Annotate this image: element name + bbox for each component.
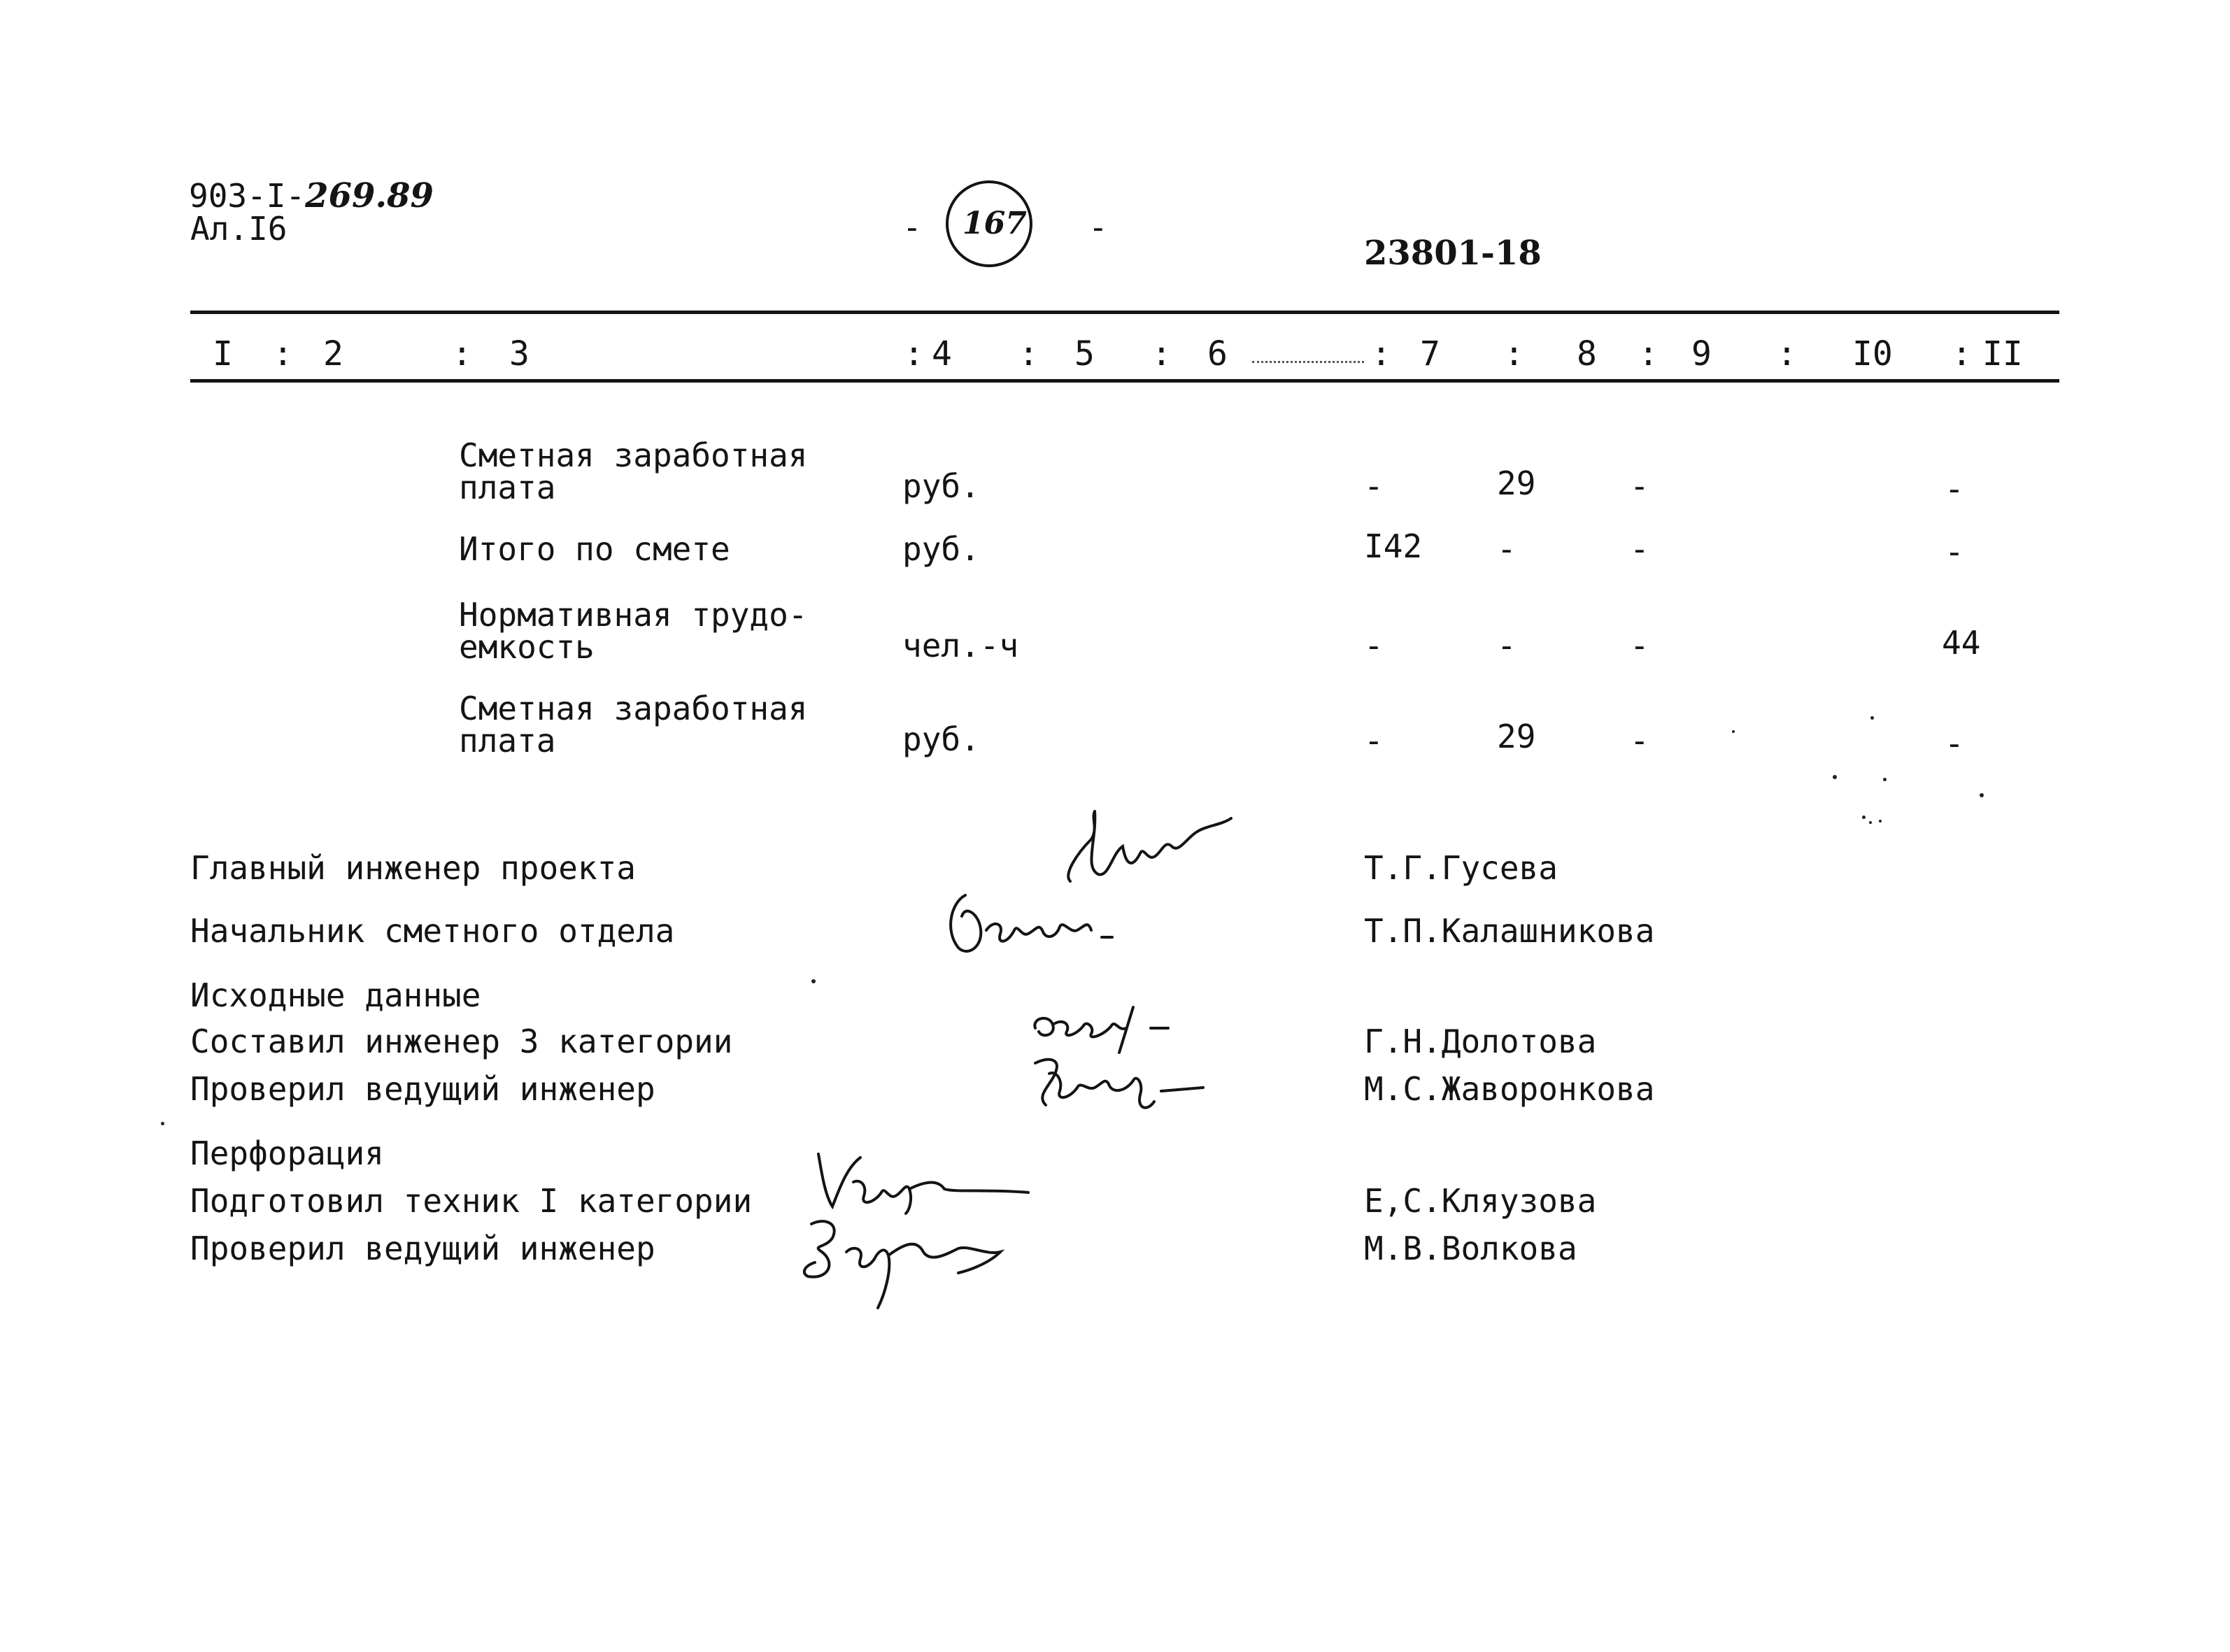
row-name-line2: плата	[459, 722, 556, 760]
role-checked-by-2: Проверил ведущий инженер	[190, 1230, 655, 1267]
col-num-2: 2	[323, 334, 343, 373]
col-sep-9: :	[1777, 334, 1797, 373]
speck	[1862, 816, 1866, 819]
row-col8: 29	[1497, 464, 1536, 502]
speck	[1833, 775, 1837, 779]
inventory-number: 23801-18	[1364, 234, 1542, 273]
col-num-8: 8	[1577, 334, 1597, 373]
signature-checked-by-2	[790, 1203, 1028, 1315]
row-name-line1: Нормативная трудо-	[459, 596, 808, 634]
row-col11: -	[1945, 470, 1964, 508]
row-unit: чел.-ч	[902, 627, 1019, 664]
row-col7: I42	[1364, 527, 1423, 565]
col-sep-7: :	[1504, 334, 1524, 373]
name-checked-by-1: М.С.Жаворонкова	[1364, 1070, 1655, 1108]
name-checked-by-2: М.В.Волкова	[1364, 1230, 1577, 1267]
row-col8: 29	[1497, 718, 1536, 755]
speck	[161, 1122, 164, 1125]
role-checked-by-1: Проверил ведущий инженер	[190, 1070, 655, 1108]
page-number-circle	[944, 179, 1034, 269]
source-data-heading: Исходные данные	[190, 976, 481, 1014]
role-prepared-by: Подготовил техник I категории	[190, 1182, 753, 1220]
speck	[1883, 778, 1887, 781]
row-name-line1: Сметная заработная	[459, 436, 808, 474]
signature-checked-by-1	[1021, 1042, 1231, 1119]
header-rule-top	[190, 311, 2059, 314]
col-sep-5: :	[1151, 334, 1172, 373]
speck	[811, 979, 816, 983]
col-sep-2: :	[452, 334, 472, 373]
page-dash-left: -	[902, 208, 922, 246]
row-name-line1: Сметная заработная	[459, 690, 808, 727]
row-col11: -	[1945, 725, 1964, 762]
page-number: 167	[963, 206, 1027, 241]
col-num-11: II	[1982, 334, 2023, 373]
signature-scribble-icon	[790, 1203, 1028, 1315]
row-unit: руб.	[902, 467, 980, 505]
row-col9: -	[1630, 467, 1649, 505]
row-col9: -	[1630, 530, 1649, 568]
col-num-6: 6	[1207, 334, 1228, 373]
row-name-line1: Итого по смете	[459, 530, 730, 568]
speck	[1980, 793, 1984, 797]
speck	[1869, 821, 1872, 824]
header-rule-bottom	[190, 379, 2059, 383]
col-num-4: 4	[932, 334, 952, 373]
col-sep-4: :	[1018, 334, 1039, 373]
row-unit: руб.	[902, 530, 980, 568]
name-chief-engineer: Т.Г.Гусева	[1364, 849, 1558, 887]
signature-scribble-icon	[1021, 1042, 1231, 1119]
role-chief-engineer: Главный инженер проекта	[190, 849, 636, 887]
speck	[1870, 716, 1874, 720]
col-sep-10: :	[1952, 334, 1972, 373]
page-dash-right: -	[1088, 208, 1108, 246]
signature-estimate-head	[937, 881, 1133, 965]
row-col9: -	[1630, 722, 1649, 760]
row-col11: 44	[1942, 624, 1981, 662]
speck	[1879, 820, 1882, 823]
row-name-line2: плата	[459, 469, 556, 506]
name-prepared-by: Е,С.Кляузова	[1364, 1182, 1597, 1220]
row-col7: -	[1364, 467, 1384, 505]
row-col11: -	[1945, 533, 1964, 571]
signature-scribble-icon	[1056, 797, 1238, 888]
col-num-7: 7	[1420, 334, 1440, 373]
row-unit: руб.	[902, 720, 980, 758]
row-col9: -	[1630, 627, 1649, 664]
col-sep-6: :	[1371, 334, 1391, 373]
name-estimate-head: Т.П.Калашникова	[1364, 912, 1655, 950]
signature-chief-engineer	[1056, 797, 1238, 888]
row-name-line2: емкость	[459, 628, 595, 666]
row-col8: -	[1497, 627, 1517, 664]
col-sep-1: :	[273, 334, 293, 373]
row-col8: -	[1497, 530, 1517, 568]
document-code-printed: 903-I-	[189, 177, 306, 215]
col-num-1: I	[213, 334, 233, 373]
row-col7: -	[1364, 722, 1384, 760]
name-compiled-by: Г.Н.Долотова	[1364, 1023, 1597, 1060]
col-num-5: 5	[1074, 334, 1095, 373]
document-code-handwritten: 269.89	[305, 176, 434, 215]
document-code	[189, 176, 434, 215]
col-num-3: 3	[509, 334, 530, 373]
col-num-10: I0	[1852, 334, 1893, 373]
header-dots	[1252, 361, 1364, 366]
col-sep-8: :	[1638, 334, 1659, 373]
col-num-9: 9	[1691, 334, 1712, 373]
speck	[1732, 730, 1735, 733]
role-estimate-head: Начальник сметного отдела	[190, 912, 675, 950]
album-number: Ал.I6	[190, 210, 287, 248]
signature-scribble-icon	[937, 881, 1133, 965]
row-col7: -	[1364, 627, 1384, 664]
perforation-heading: Перфорация	[190, 1134, 384, 1172]
col-sep-3: :	[904, 334, 924, 373]
role-compiled-by: Составил инженер 3 категории	[190, 1023, 733, 1060]
